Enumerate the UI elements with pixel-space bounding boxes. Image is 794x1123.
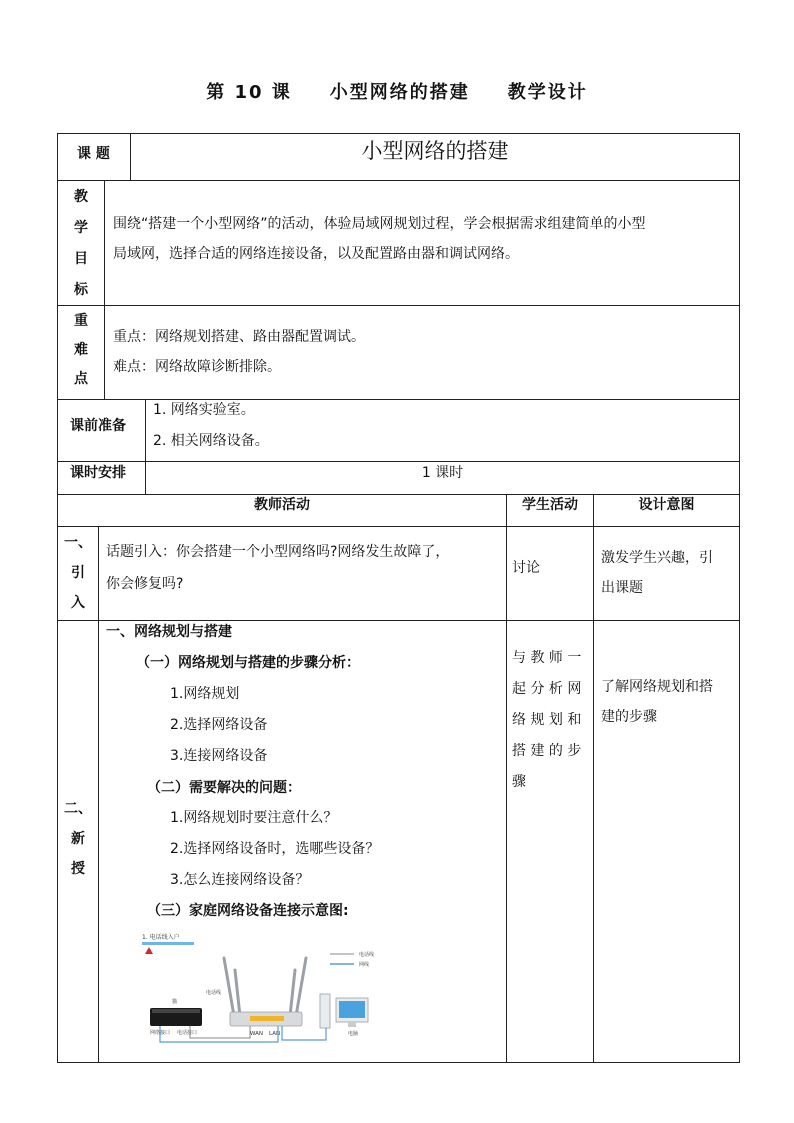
step-item: 3.连接网络设备: [170, 748, 268, 764]
modem-port-phone: 电话接口: [177, 1030, 198, 1036]
intro-label-char: 引: [71, 565, 85, 581]
prep-item: 1. 网络实验室。: [153, 402, 255, 418]
newlesson-label: [57, 794, 99, 884]
goals-label-char: 目: [74, 251, 88, 267]
phone-line-label: 电话线: [206, 990, 222, 996]
legend-net-label: 网线: [359, 962, 370, 968]
newlesson-intent-line-2: 建的步骤: [601, 709, 657, 725]
newlesson-student-line: 搭 建 的 步: [512, 743, 582, 759]
intro-intent-cell: [593, 526, 740, 621]
keypoints-label-char: 重: [74, 313, 88, 329]
step-item: 1.网络规划: [170, 686, 240, 702]
diagram-phone-in-label: 1. 电话线入户: [142, 934, 180, 941]
step-item: 2.选择网络设备: [170, 717, 268, 733]
newlesson-label-char: 授: [71, 861, 85, 877]
header-intent: 设计意图: [638, 497, 695, 513]
section-title: 一、网络规划与搭建: [106, 624, 232, 640]
lan-cable: [282, 1026, 326, 1040]
intro-teacher-line-2: 你会修复吗?: [106, 576, 184, 592]
keypoints-label-char: 点: [74, 371, 88, 387]
router-antenna: [290, 970, 295, 1016]
keypoints-label-char: 难: [74, 342, 88, 358]
router-ports: [250, 1016, 284, 1021]
document-title: [0, 78, 794, 104]
modem-top: [152, 1009, 200, 1013]
diagram-phone-in-bar: [142, 942, 194, 945]
goals-label-char: 教: [74, 189, 88, 205]
header-teacher: 教师活动: [254, 497, 310, 513]
intro-teacher-line-1: 话题引入：你会搭建一个小型网络吗?网络发生故障了，: [106, 544, 450, 560]
difficult-point-text: 难点：网络故障诊断排除。: [113, 359, 281, 375]
goals-line-1: 围绕“搭建一个小型网络”的活动，体验局域网规划过程，学会根据需求组建简单的小型: [113, 216, 646, 232]
topic-label: 课 题: [77, 146, 110, 162]
newlesson-student-line: 与 教 师 一: [512, 650, 582, 666]
prep-item: 2. 相关网络设备。: [153, 433, 269, 449]
title-lesson-number: 第 10 课: [206, 82, 292, 103]
key-point-text: 重点：网络规划搭建、路由器配置调试。: [113, 329, 365, 345]
router-antenna: [296, 958, 306, 1016]
question-item: 1.网络规划时要注意什么？: [170, 810, 338, 826]
schedule-label: 课时安排: [70, 465, 126, 481]
goals-label: [57, 182, 105, 306]
intro-intent-line-2: 出课题: [601, 580, 643, 596]
question-item: 2.选择网络设备时，选哪些设备？: [170, 841, 380, 857]
prep-label: 课前准备: [70, 418, 126, 434]
subsection-questions-title: （二）需要解决的问题：: [147, 780, 301, 796]
newlesson-student-line: 起 分 析 网: [512, 681, 582, 697]
warning-arrow-icon: [145, 947, 153, 954]
pc-tower-icon: [320, 994, 330, 1028]
keypoints-content-cell: [104, 305, 740, 400]
subsection-steps-title: （一）网络规划与搭建的步骤分析：: [136, 655, 360, 671]
pc-screen: [339, 1001, 365, 1018]
pc-label: 电脑: [348, 1031, 359, 1037]
modem-port-network: 网络接口: [150, 1030, 171, 1036]
intro-label-char: 入: [71, 595, 85, 611]
phone-cable: [190, 1026, 250, 1038]
goals-content-cell: [104, 180, 740, 306]
newlesson-student-line: 络 规 划 和: [512, 712, 582, 728]
pc-stand: [348, 1022, 356, 1027]
subsection-diagram-title: （三）家庭网络设备连接示意图:: [147, 903, 349, 919]
newlesson-label-char: 新: [71, 831, 85, 847]
schedule-value: 1 课时: [421, 465, 464, 481]
goals-label-char: 标: [74, 282, 88, 298]
goals-line-2: 局域网，选择合适的网络连接设备，以及配置路由器和调试网络。: [113, 246, 519, 262]
home-network-diagram: [130, 928, 400, 1048]
intro-student: 讨论: [512, 560, 540, 576]
newlesson-label-char: 二、: [64, 801, 92, 817]
intro-intent-line-1: 激发学生兴趣，引: [601, 550, 713, 566]
router-antenna: [235, 970, 240, 1016]
title-lesson-name: 小型网络的搭建: [329, 82, 470, 103]
topic-value: 小型网络的搭建: [361, 139, 509, 163]
newlesson-intent-line-1: 了解网络规划和搭: [601, 679, 713, 695]
newlesson-student-line: 骤: [512, 774, 526, 790]
header-student: 学生活动: [522, 497, 578, 513]
title-suffix: 教学设计: [507, 82, 588, 103]
legend-phone-label: 电话线: [359, 952, 375, 958]
intro-label-char: 一、: [64, 535, 92, 551]
router-wan-label: WAN: [250, 1031, 264, 1037]
keypoints-label: [57, 307, 105, 394]
intro-label: [57, 528, 99, 618]
router-antenna: [224, 958, 234, 1016]
goals-label-char: 学: [74, 220, 88, 236]
question-item: 3.怎么连接网络设备？: [170, 872, 310, 888]
modem-label: 猫: [172, 999, 178, 1005]
router-lan-label: LAN: [269, 1031, 281, 1037]
